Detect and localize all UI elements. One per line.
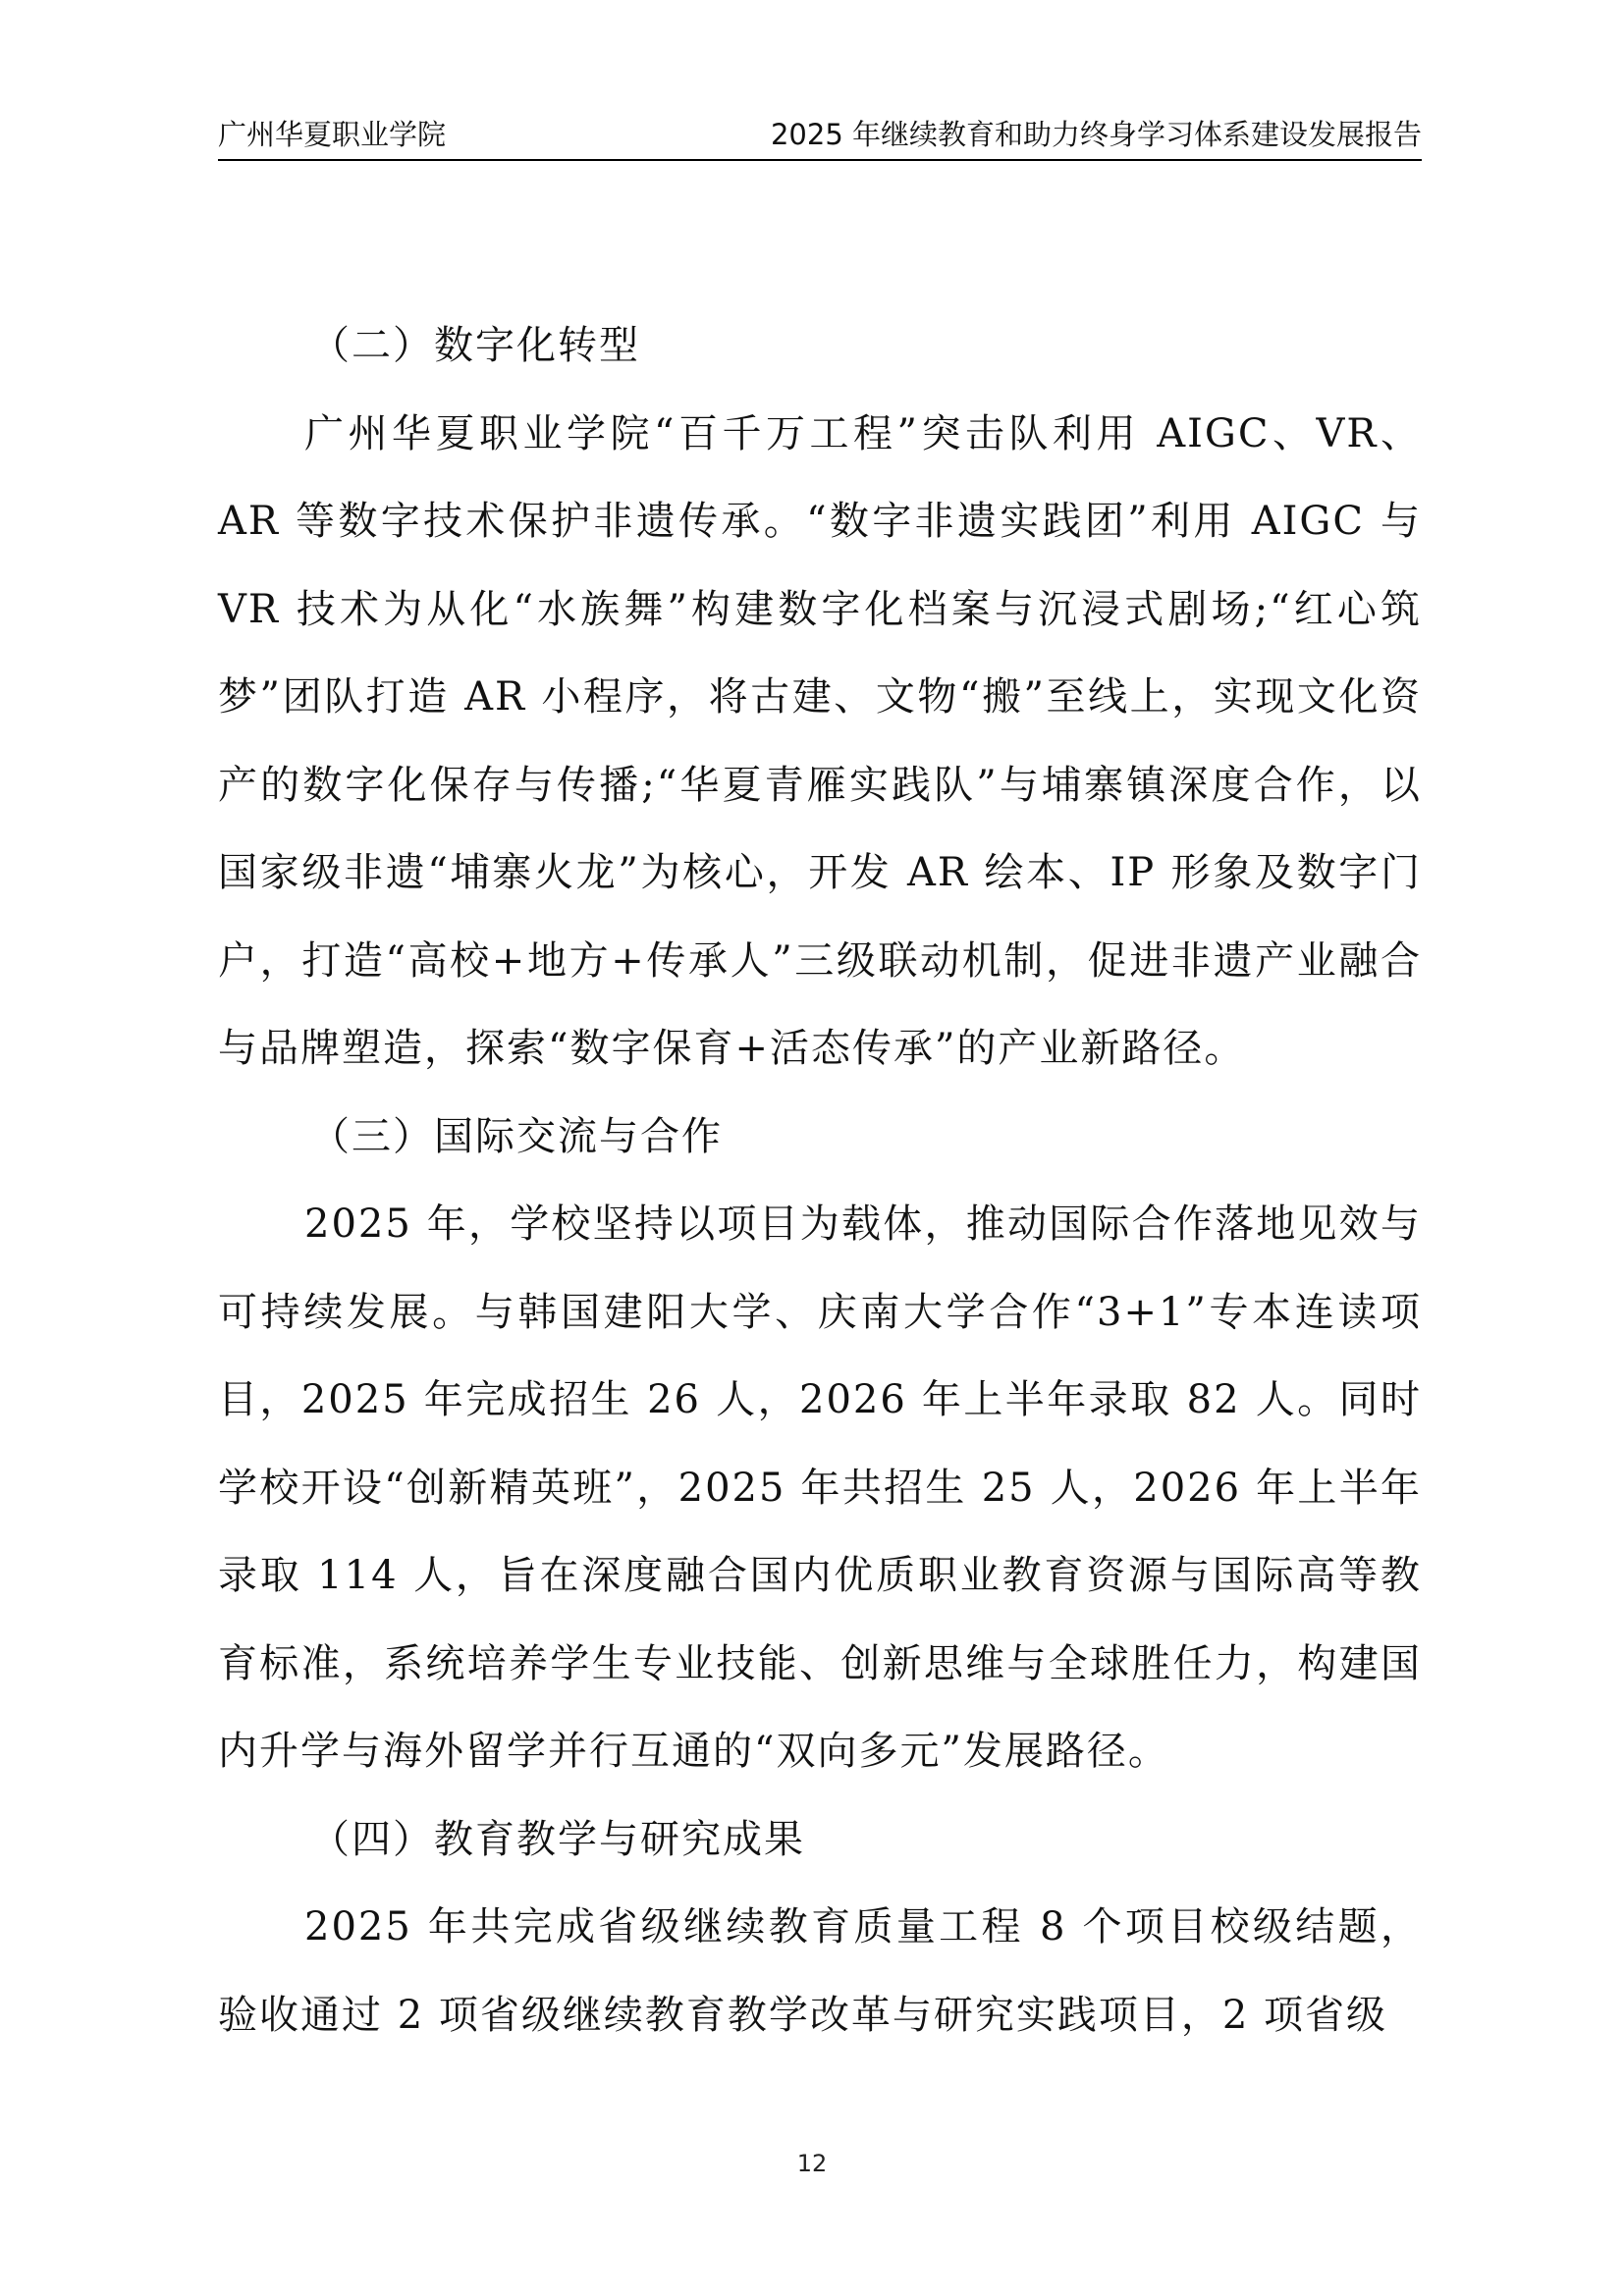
- page-number: 12: [796, 2150, 828, 2177]
- paragraph-digital-transformation: 广州华夏职业学院“百千万工程”突击队利用 AIGC、VR、AR 等数字技术保护非遗传承。“数字非遗实践团”利用 AIGC 与 VR 技术为从化“水族舞”构建数字化档案与沉浸式剧场;“红心筑梦”团队打造 AR 小程序，将古建、文物“搬”至线上，实现文化资产的数字化保存与传播;“华夏青雁实践队”与埔寨镇深度合作，以国家级非遗“埔寨火龙”为核心，开发 AR 绘本、IP 形象及数字门户，打造“高校+地方+传承人”三级联动机制，促进非遗产业融合与品牌塑造，探索“数字保育+活态传承”的产业新路径。: [218, 410, 1422, 1071]
- section-title-international-cooperation: （三）国际交流与合作: [310, 1113, 723, 1159]
- page-body: [218, 302, 1422, 2059]
- page-header: [218, 110, 1422, 161]
- paragraph-international-cooperation: 2025 年，学校坚持以项目为载体，推动国际合作落地见效与可持续发展。与韩国建阳大学、庆南大学合作“3+1”专本连读项目，2025 年完成招生 26 人，2026 年上半年录取 82 人。同时学校开设“创新精英班”，2025 年共招生 25 人，2026 年上半年录取 114 人，旨在深度融合国内优质职业教育资源与国际高等教育标准，系统培养学生专业技能、创新思维与全球胜任力，构建国内升学与海外留学并行互通的“双向多元”发展路径。: [218, 1201, 1422, 1774]
- section-title-teaching-research: （四）教育教学与研究成果: [310, 1816, 805, 1862]
- section-title-digital-transformation: （二）数字化转型: [310, 323, 640, 368]
- header-school-name: 广州华夏职业学院: [218, 118, 447, 151]
- header-report-title: 2025 年继续教育和助力终身学习体系建设发展报告: [770, 118, 1422, 151]
- paragraph-teaching-research: 2025 年共完成省级继续教育质量工程 8 个项目校级结题，验收通过 2 项省级继续教育教学改革与研究实践项目，2 项省级: [218, 1904, 1422, 2038]
